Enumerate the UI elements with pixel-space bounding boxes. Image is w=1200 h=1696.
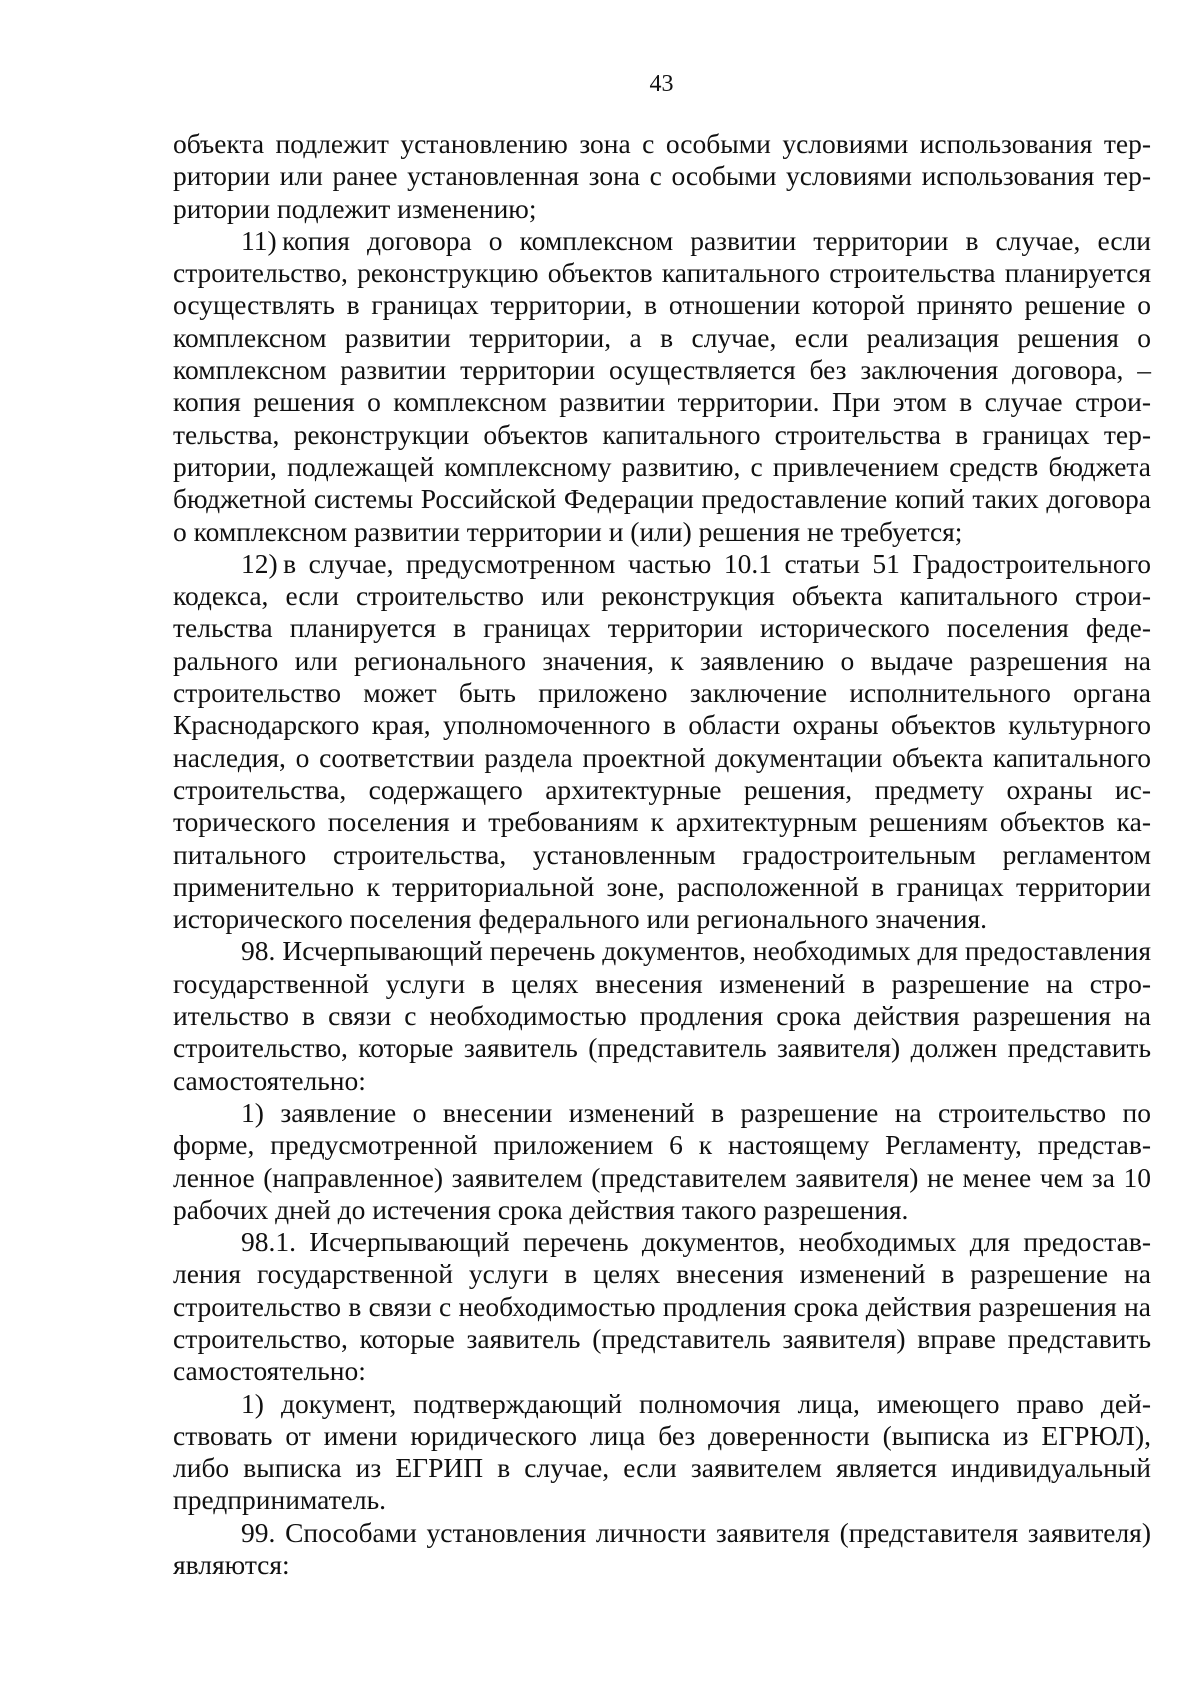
paragraph-section-98-1: 98.1. Исчерпывающий перечень документов, необходимых для предоставления государственной услуги в целях внесения изменений в разрешение на строительство в связи с необходимостью продления срока действия разрешения на строительство, которые заявитель (представитель заявителя) вправе представить самостоятельно: xyxy=(173,1226,1151,1387)
paragraph-section-98-item-1: 1) заявление о внесении изменений в разрешение на строительство по форме, предусмотренной приложением 6 к настоящему Регламенту, представленное (направленное) заявителем (представителем заявителя) не менее чем за 10 рабочих дней до истечения срока действия такого разрешения. xyxy=(173,1096,1151,1225)
document-body xyxy=(173,128,1151,1581)
paragraph-item-12: 12) в случае, предусмотренном частью 10.1 статьи 51 Градостроительного кодекса, если строительство или реконструкция объекта капитального строительства планируется в границах территории исторического поселения федерального или регионального значения, к заявлению о выдаче разрешения на строительство может быть приложено заключение исполнительного органа Краснодарского края, уполномоченного в области охраны объектов культурного наследия, о соответствии раздела проектной документации объекта капитального строительства, содержащего архитектурные решения, предмету охраны исторического поселения и требованиям к архитектурным решениям объектов капитального строительства, установленным градостроительным регламентом применительно к территориальной зоне, расположенной в границах территории исторического поселения федерального или регионального значения. xyxy=(173,547,1151,935)
paragraph-item-11: 11) копия договора о комплексном развитии территории в случае, если строительство, реконструкцию объектов капитального строительства планируется осуществлять в границах территории, в отношении которой принято решение о комплексном развитии территории, а в случае, если реализация решения о комплексном развитии территории осуществляется без заключения договора, – копия решения о комплексном развитии территории. При этом в случае строительства, реконструкции объектов капитального строительства в границах территории, подлежащей комплексному развитию, с привлечением средств бюджета бюджетной системы Российской Федерации предоставление копий таких договора о комплексном развитии территории и (или) решения не требуется; xyxy=(173,224,1151,547)
paragraph-section-99: 99. Способами установления личности заявителя (представителя заявителя) являются: xyxy=(173,1516,1151,1581)
paragraph-continuation: объекта подлежит установлению зона с особыми условиями использования территории или ранее установленная зона с особыми условиями использования территории подлежит изменению; xyxy=(173,128,1151,224)
paragraph-section-98-1-item-1: 1) документ, подтверждающий полномочия лица, имеющего право действовать от имени юридического лица без доверенности (выписка из ЕГРЮЛ), либо выписка из ЕГРИП в случае, если заявителем является индивидуальный предприниматель. xyxy=(173,1387,1151,1516)
page-number: 43 xyxy=(649,71,674,97)
paragraph-section-98: 98. Исчерпывающий перечень документов, необходимых для предоставления государственной услуги в целях внесения изменений в разрешение на строительство в связи с необходимостью продления срока действия разрешения на строительство, которые заявитель (представитель заявителя) должен представить самостоятельно: xyxy=(173,935,1151,1096)
